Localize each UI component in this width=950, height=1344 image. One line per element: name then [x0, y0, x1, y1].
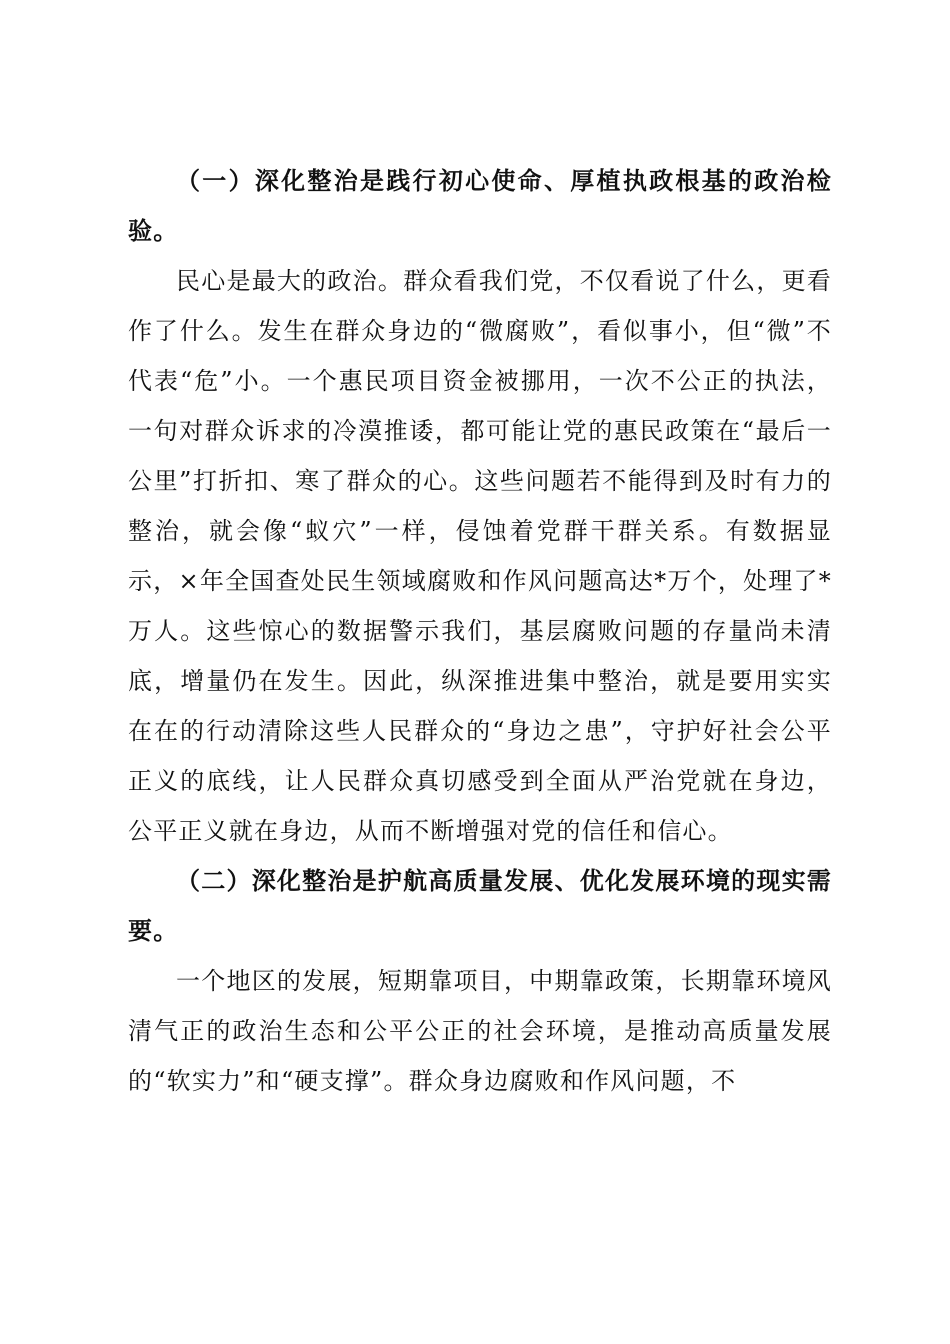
section-heading-1: （一）深化整治是践行初心使命、厚植执政根基的政治检验。: [128, 166, 832, 245]
body-paragraph-1: 民心是最大的政治。群众看我们党，不仅看说了什么，更看作了什么。发生在群众身边的“微腐败”，看似事小，但“微”不代表“危”小。一个惠民项目资金被挪用，一次不公正的执法，一句对群众诉求的冷漠推诿，都可能让党的惠民政策在“最后一公里”打折扣、寒了群众的心。这些问题若不能得到及时有力的整治，就会像“蚁穴”一样，侵蚀着党群干群关系。有数据显示，×年全国查处民生领域腐败和作风问题高达*万个，处理了*万人。这些惊心的数据警示我们，基层腐败问题的存量尚未清底，增量仍在发生。因此，纵深推进集中整治，就是要用实实在在的行动清除这些人民群众的“身边之患”，守护好社会公平正义的底线，让人民群众真切感受到全面从严治党就在身边，公平正义就在身边，从而不断增强对党的信任和信心。: [128, 267, 832, 845]
document-body: [128, 156, 832, 1106]
body-paragraph-2: 一个地区的发展，短期靠项目，中期靠政策，长期靠环境风清气正的政治生态和公平公正的社会环境，是推动高质量发展的“软实力”和“硬支撑”。群众身边腐败和作风问题，不: [128, 967, 832, 1095]
section-heading-2: （二）深化整治是护航高质量发展、优化发展环境的现实需要。: [128, 866, 832, 945]
